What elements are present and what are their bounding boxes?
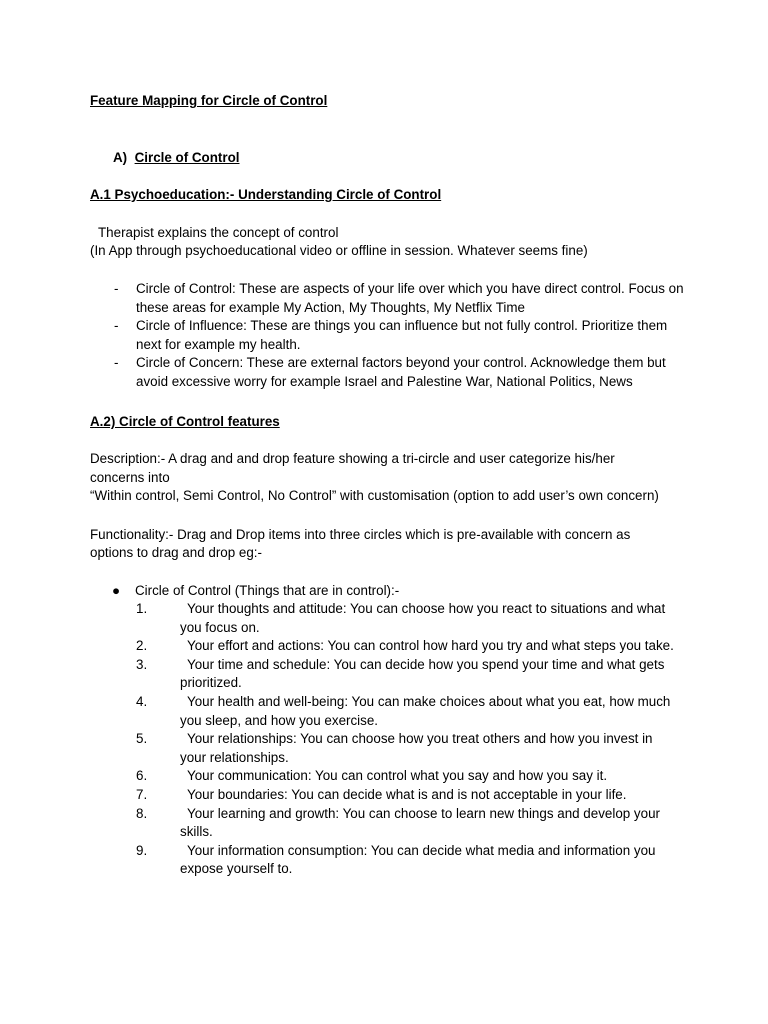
list-number: 8. [136, 805, 148, 821]
list-item [136, 730, 678, 767]
dash-marker: - [114, 318, 119, 334]
section-a1-heading: A.1 Psychoeducation:- Understanding Circle of Control [90, 187, 442, 202]
circle-definitions-list [90, 280, 690, 392]
list-item-text: Your learning and growth: You can choose to learn new things and develop your skills. [180, 805, 660, 840]
list-item-text: Your relationships: You can choose how you treat others and how you invest in your relationships. [180, 731, 653, 765]
list-item-text: Circle of Concern: These are external factors beyond your control. Acknowledge them but avoid excessive worry for example Israel and Palestine War, National Politics, News [136, 355, 666, 389]
list-number: 2. [136, 638, 148, 654]
description-line-1: Description:- A drag and and drop feature showing a tri-circle and user categorize his/her [90, 451, 615, 466]
section-a-label: A) [113, 150, 128, 165]
list-number: 4. [136, 693, 148, 709]
section-a-heading [113, 149, 713, 168]
document-title: Feature Mapping for Circle of Control [90, 93, 328, 108]
list-item [136, 805, 678, 842]
list-item-text: Circle of Control: These are aspects of your life over which you have direct control. Focus on these areas for example My Action, My Thoughts, My Netflix Time [136, 281, 684, 315]
dash-marker: - [114, 281, 119, 296]
intro-line-2: (In App through psychoeducational video or offline in session. Whatever seems fine) [90, 243, 588, 258]
section-a2-heading: A.2) Circle of Control features [90, 414, 280, 429]
list-item-text: Your communication: You can control what you say and how you say it. [187, 768, 608, 784]
list-item [136, 693, 678, 730]
in-control-numbered-list [136, 600, 678, 879]
bullet-icon: ● [112, 583, 121, 598]
list-item [136, 842, 678, 879]
list-item-text: Your boundaries: You can decide what is and is not acceptable in your life. [187, 786, 627, 802]
list-number: 1. [136, 601, 148, 616]
list-item-text: Your thoughts and attitude: You can choose how you react to situations and what you focus on. [180, 601, 666, 635]
description-line-2: concerns into [90, 470, 170, 485]
list-item-text: Circle of Influence: These are things you can influence but not fully control. Prioritize them next for example my health. [136, 318, 668, 352]
intro-line-1: Therapist explains the concept of control [98, 225, 339, 240]
list-number: 9. [136, 842, 148, 858]
list-item [136, 600, 678, 637]
list-number: 3. [136, 656, 148, 672]
list-item [136, 637, 678, 656]
description-line-3: “Within control, Semi Control, No Control” with customisation (option to add user’s own concern) [90, 488, 659, 503]
bullet-text: Circle of Control (Things that are in control):- [135, 583, 400, 598]
list-item [90, 354, 690, 391]
list-item-text: Your health and well-being: You can make choices about what you eat, how much you sleep, and how you exercise. [180, 693, 671, 728]
list-item [136, 656, 678, 693]
list-item [90, 317, 690, 354]
list-item [136, 786, 678, 805]
list-number: 5. [136, 731, 148, 747]
functionality-line-1: Functionality:- Drag and Drop items into three circles which is pre-available with concern as [90, 527, 631, 542]
list-item [90, 280, 690, 317]
list-item [136, 767, 678, 786]
list-number: 7. [136, 786, 148, 802]
functionality-line-2: options to drag and drop eg:- [90, 545, 262, 560]
section-a-title: Circle of Control [134, 150, 240, 165]
list-number: 6. [136, 768, 148, 784]
dash-marker: - [114, 355, 119, 371]
list-item-text: Your time and schedule: You can decide how you spend your time and what gets prioritized. [180, 656, 665, 691]
list-item-text: Your effort and actions: You can control how hard you try and what steps you take. [187, 638, 674, 654]
list-item-text: Your information consumption: You can decide what media and information you expose yourself to. [180, 842, 656, 877]
